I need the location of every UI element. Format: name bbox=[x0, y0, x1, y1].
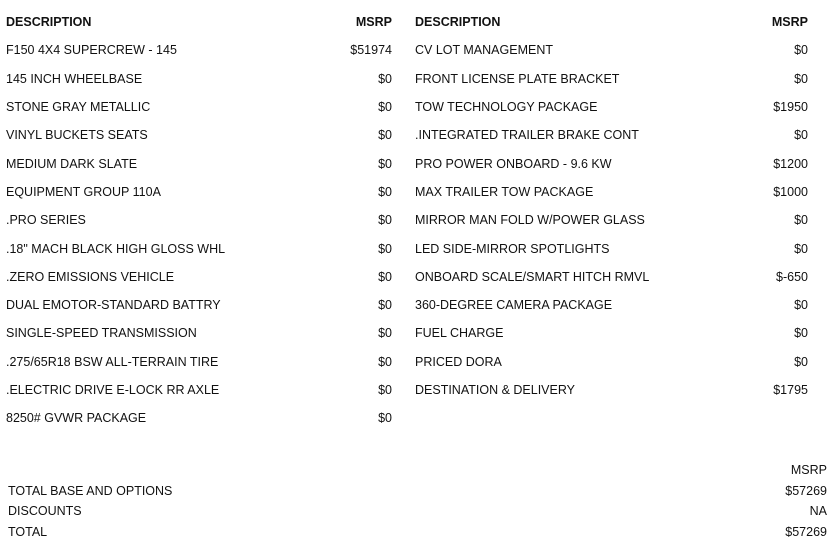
item-description: EQUIPMENT GROUP 110A bbox=[6, 184, 161, 199]
option-row bbox=[6, 121, 392, 149]
item-description: .ZERO EMISSIONS VEHICLE bbox=[6, 269, 175, 284]
item-description: ONBOARD SCALE/SMART HITCH RMVL bbox=[415, 269, 650, 284]
item-price: $0 bbox=[378, 411, 392, 426]
right-column-header bbox=[415, 8, 808, 36]
item-description: PRO POWER ONBOARD - 9.6 KW bbox=[415, 156, 612, 171]
option-row bbox=[415, 36, 808, 64]
item-price: NA bbox=[809, 504, 827, 519]
item-price: $0 bbox=[378, 383, 392, 397]
item-price: $1950 bbox=[773, 100, 808, 115]
option-row bbox=[6, 36, 392, 64]
item-description: .ELECTRIC DRIVE E-LOCK RR AXLE bbox=[6, 383, 220, 397]
item-description: VINYL BUCKETS SEATS bbox=[6, 128, 148, 143]
item-price: $57269 bbox=[785, 483, 827, 498]
item-description: SINGLE-SPEED TRANSMISSION bbox=[6, 326, 197, 341]
option-row bbox=[415, 121, 808, 149]
item-description: LED SIDE-MIRROR SPOTLIGHTS bbox=[415, 241, 610, 256]
item-description: F150 4X4 SUPERCREW - 145 bbox=[6, 43, 177, 58]
item-price: $0 bbox=[378, 298, 392, 313]
total-row bbox=[8, 522, 827, 543]
option-row bbox=[415, 376, 808, 404]
item-description: .18" MACH BLACK HIGH GLOSS WHL bbox=[6, 241, 226, 256]
option-row bbox=[415, 319, 808, 347]
option-row bbox=[415, 291, 808, 319]
msrp-header: MSRP bbox=[355, 15, 392, 30]
item-price: $0 bbox=[794, 71, 808, 86]
item-price: $0 bbox=[378, 241, 392, 256]
msrp-header: MSRP bbox=[771, 15, 808, 30]
item-description: STONE GRAY METALLIC bbox=[6, 100, 151, 115]
item-description: DUAL EMOTOR-STANDARD BATTRY bbox=[6, 298, 221, 313]
item-price: $0 bbox=[794, 128, 808, 143]
totals-header-row bbox=[8, 460, 827, 481]
option-row bbox=[6, 291, 392, 319]
option-row bbox=[6, 206, 392, 234]
option-row bbox=[415, 93, 808, 121]
option-row bbox=[6, 178, 392, 206]
totals-msrp-header: MSRP bbox=[790, 463, 827, 478]
option-row bbox=[415, 348, 808, 376]
item-price: $0 bbox=[378, 156, 392, 171]
item-description: FRONT LICENSE PLATE BRACKET bbox=[415, 71, 620, 86]
item-price: $0 bbox=[378, 100, 392, 115]
item-price: $0 bbox=[794, 354, 808, 369]
option-row bbox=[6, 234, 392, 262]
item-price: $0 bbox=[378, 213, 392, 228]
item-description: CV LOT MANAGEMENT bbox=[415, 43, 553, 58]
item-price: $0 bbox=[794, 213, 808, 228]
item-description: TOW TECHNOLOGY PACKAGE bbox=[415, 100, 598, 115]
item-description: TOTAL BASE AND OPTIONS bbox=[8, 483, 173, 498]
option-row bbox=[415, 206, 808, 234]
item-description: .INTEGRATED TRAILER BRAKE CONT bbox=[415, 128, 639, 143]
total-row bbox=[8, 501, 827, 522]
item-price: $0 bbox=[794, 326, 808, 341]
item-price: $0 bbox=[378, 71, 392, 86]
item-price: $0 bbox=[794, 43, 808, 58]
item-price: $0 bbox=[378, 354, 392, 369]
description-header: DESCRIPTION bbox=[415, 15, 501, 30]
description-header: DESCRIPTION bbox=[6, 15, 92, 30]
item-description: .275/65R18 BSW ALL-TERRAIN TIRE bbox=[6, 354, 219, 369]
item-price: $-650 bbox=[776, 269, 808, 284]
item-description: DESTINATION & DELIVERY bbox=[415, 383, 575, 397]
option-row bbox=[415, 234, 808, 262]
total-row bbox=[8, 481, 827, 502]
right-options-column bbox=[415, 8, 808, 404]
item-description: MEDIUM DARK SLATE bbox=[6, 156, 138, 171]
left-options-column bbox=[6, 8, 392, 432]
option-row bbox=[6, 319, 392, 347]
option-row bbox=[6, 404, 392, 432]
item-description: MIRROR MAN FOLD W/POWER GLASS bbox=[415, 213, 645, 228]
item-price: $1795 bbox=[773, 383, 808, 397]
item-description: PRICED DORA bbox=[415, 354, 502, 369]
item-description: TOTAL bbox=[8, 524, 48, 539]
item-description: DISCOUNTS bbox=[8, 504, 82, 519]
totals-section bbox=[8, 460, 827, 542]
option-row bbox=[415, 65, 808, 93]
item-price: $0 bbox=[378, 269, 392, 284]
option-row bbox=[415, 263, 808, 291]
option-row bbox=[6, 65, 392, 93]
option-row bbox=[415, 178, 808, 206]
option-row bbox=[6, 348, 392, 376]
item-price: $0 bbox=[378, 184, 392, 199]
left-column-header bbox=[6, 8, 392, 36]
item-price: $57269 bbox=[785, 524, 827, 539]
option-row bbox=[6, 93, 392, 121]
item-description: 360-DEGREE CAMERA PACKAGE bbox=[415, 298, 613, 313]
item-price: $51974 bbox=[350, 43, 392, 58]
item-price: $0 bbox=[378, 326, 392, 341]
option-row bbox=[6, 376, 392, 404]
item-price: $0 bbox=[794, 241, 808, 256]
item-price: $1200 bbox=[773, 156, 808, 171]
option-row bbox=[6, 263, 392, 291]
item-description: .PRO SERIES bbox=[6, 213, 86, 228]
option-row bbox=[415, 149, 808, 177]
item-description: 8250# GVWR PACKAGE bbox=[6, 411, 147, 426]
item-price: $1000 bbox=[773, 184, 808, 199]
item-price: $0 bbox=[794, 298, 808, 313]
item-description: FUEL CHARGE bbox=[415, 326, 504, 341]
item-price: $0 bbox=[378, 128, 392, 143]
item-description: MAX TRAILER TOW PACKAGE bbox=[415, 184, 594, 199]
option-row bbox=[6, 149, 392, 177]
item-description: 145 INCH WHEELBASE bbox=[6, 71, 143, 86]
